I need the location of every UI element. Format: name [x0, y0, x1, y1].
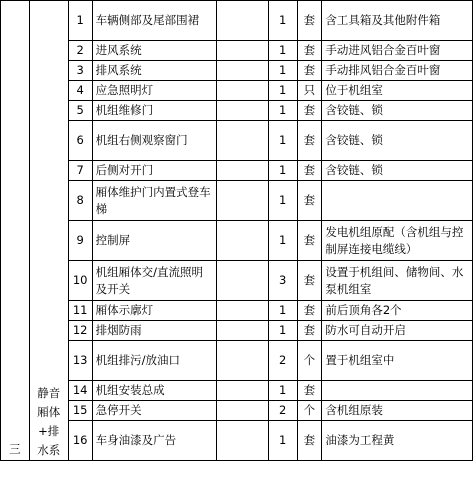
table-row [1, 81, 473, 101]
item-unit: 套 [297, 121, 322, 161]
item-unit: 套 [297, 321, 322, 341]
item-remark [322, 381, 473, 401]
item-unit: 套 [297, 181, 322, 221]
table-row [1, 421, 473, 461]
item-quantity: 1 [268, 421, 297, 461]
spec-cell [217, 101, 268, 121]
item-name: 应急照明灯 [92, 81, 217, 101]
spec-cell [217, 261, 268, 301]
item-quantity: 1 [268, 1, 297, 41]
item-quantity: 3 [268, 261, 297, 301]
item-unit: 套 [297, 301, 322, 321]
row-number: 5 [68, 101, 92, 121]
item-unit: 套 [297, 381, 322, 401]
item-name: 排风系统 [92, 61, 217, 81]
item-unit: 个 [297, 401, 322, 421]
item-quantity: 1 [268, 101, 297, 121]
item-unit: 套 [297, 101, 322, 121]
table-row [1, 61, 473, 81]
item-unit: 套 [297, 41, 322, 61]
spec-cell [217, 221, 268, 261]
item-unit: 套 [297, 161, 322, 181]
row-number: 8 [68, 181, 92, 221]
table-row [1, 261, 473, 301]
item-remark: 设置于机组间、储物间、水泵机组室 [322, 261, 473, 301]
table-row [1, 121, 473, 161]
item-unit: 只 [297, 81, 322, 101]
item-remark: 手动进风铝合金百叶窗 [322, 41, 473, 61]
spec-cell [217, 1, 268, 41]
item-name: 机组右侧观察窗门 [92, 121, 217, 161]
item-name: 厢体示廓灯 [92, 301, 217, 321]
table-row [1, 1, 473, 41]
table-row [1, 401, 473, 421]
spec-cell [217, 81, 268, 101]
item-unit: 套 [297, 221, 322, 261]
spec-cell [217, 301, 268, 321]
item-unit: 套 [297, 61, 322, 81]
spec-cell [217, 161, 268, 181]
item-name: 厢体维护门内置式登车梯 [92, 181, 217, 221]
item-remark: 手动排风铝合金百叶窗 [322, 61, 473, 81]
item-name: 机组厢体交/直流照明及开关 [92, 261, 217, 301]
item-unit: 套 [297, 261, 322, 301]
item-name: 控制屏 [92, 221, 217, 261]
row-number: 7 [68, 161, 92, 181]
item-quantity: 1 [268, 181, 297, 221]
row-number: 9 [68, 221, 92, 261]
table-row [1, 381, 473, 401]
section-cell: 三 [1, 1, 30, 461]
spec-cell [217, 421, 268, 461]
item-quantity: 1 [268, 61, 297, 81]
item-remark: 位于机组室 [322, 81, 473, 101]
row-number: 12 [68, 321, 92, 341]
row-number: 3 [68, 61, 92, 81]
item-unit: 套 [297, 421, 322, 461]
spec-cell [217, 401, 268, 421]
item-remark: 前后顶角各2个 [322, 301, 473, 321]
item-quantity: 1 [268, 321, 297, 341]
item-quantity: 2 [268, 341, 297, 381]
item-name: 机组排污/放油口 [92, 341, 217, 381]
spec-cell [217, 341, 268, 381]
item-remark: 含铰链、锁 [322, 121, 473, 161]
table-row [1, 41, 473, 61]
item-name: 急停开关 [92, 401, 217, 421]
row-number: 1 [68, 1, 92, 41]
table-row [1, 301, 473, 321]
item-name: 机组安装总成 [92, 381, 217, 401]
item-quantity: 2 [268, 401, 297, 421]
row-number: 4 [68, 81, 92, 101]
table-row [1, 341, 473, 381]
row-number: 13 [68, 341, 92, 381]
item-remark: 含机组原装 [322, 401, 473, 421]
spec-cell [217, 381, 268, 401]
row-number: 11 [68, 301, 92, 321]
item-remark: 置于机组室中 [322, 341, 473, 381]
item-name: 进风系统 [92, 41, 217, 61]
item-remark: 油漆为工程黄 [322, 421, 473, 461]
item-remark: 含铰链、锁 [322, 161, 473, 181]
table-row [1, 221, 473, 261]
spec-cell [217, 181, 268, 221]
item-name: 车辆侧部及尾部围裙 [92, 1, 217, 41]
spec-cell [217, 61, 268, 81]
table-row [1, 161, 473, 181]
item-quantity: 1 [268, 41, 297, 61]
category-cell: 静音厢体+排水系 [29, 1, 68, 461]
item-quantity: 1 [268, 221, 297, 261]
item-quantity: 1 [268, 81, 297, 101]
item-name: 机组维修门 [92, 101, 217, 121]
item-remark: 发电机组原配（含机组与控制屏连接电缆线） [322, 221, 473, 261]
item-quantity: 1 [268, 161, 297, 181]
item-remark: 含工具箱及其他附件箱 [322, 1, 473, 41]
item-remark: 防水可自动开启 [322, 321, 473, 341]
spec-cell [217, 321, 268, 341]
item-unit: 个 [297, 341, 322, 381]
spec-cell [217, 41, 268, 61]
item-remark: 含铰链、锁 [322, 101, 473, 121]
item-quantity: 1 [268, 121, 297, 161]
item-quantity: 1 [268, 381, 297, 401]
row-number: 16 [68, 421, 92, 461]
item-unit: 套 [297, 1, 322, 41]
row-number: 14 [68, 381, 92, 401]
row-number: 15 [68, 401, 92, 421]
item-name: 后侧对开门 [92, 161, 217, 181]
row-number: 10 [68, 261, 92, 301]
item-name: 车身油漆及广告 [92, 421, 217, 461]
row-number: 6 [68, 121, 92, 161]
table-row [1, 181, 473, 221]
table-row [1, 321, 473, 341]
row-number: 2 [68, 41, 92, 61]
item-quantity: 1 [268, 301, 297, 321]
spec-cell [217, 121, 268, 161]
item-remark [322, 181, 473, 221]
table-body [1, 1, 473, 461]
item-name: 排烟防雨 [92, 321, 217, 341]
table-row [1, 101, 473, 121]
